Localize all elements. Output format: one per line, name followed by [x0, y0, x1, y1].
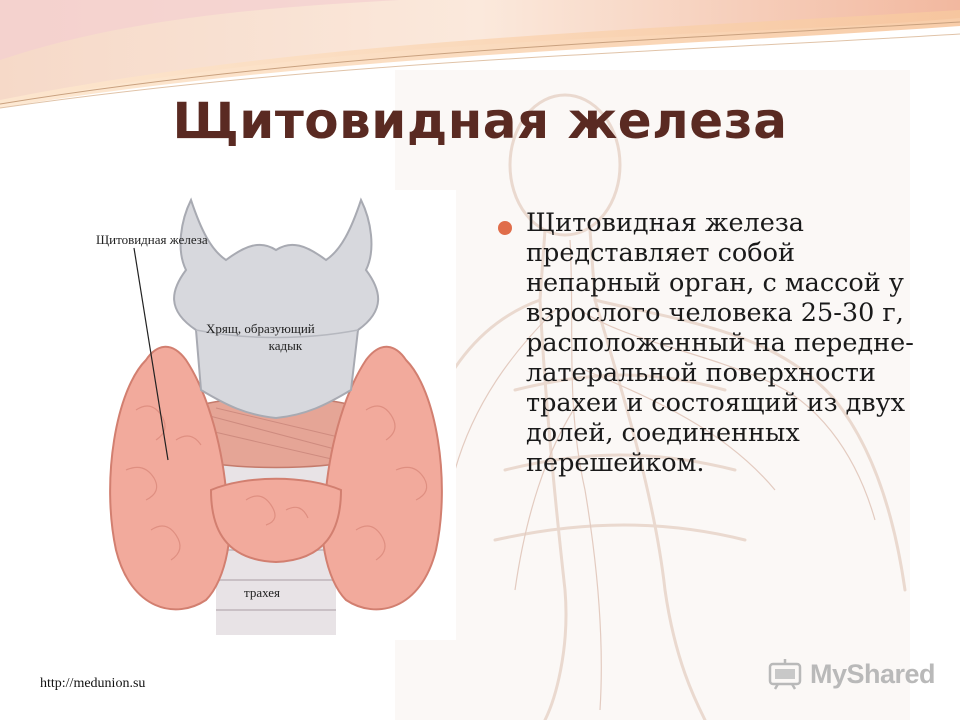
source-url: http://medunion.su	[40, 676, 146, 691]
label-thyroid-gland: Щитовидная железа	[96, 232, 208, 247]
bullet-text: Щитовидная железа представляет собой непарный орган, с массой у взрослого человека 25-30 г, расположенный на передне-латеральной поверхности трахеи и состоящий из двух долей, соединенных перешейком.	[526, 208, 914, 478]
label-trachea: трахея	[244, 585, 281, 600]
bullet-item	[498, 208, 918, 478]
watermark-text: MyShared	[810, 658, 936, 689]
slide-title: Щитовидная железа	[172, 92, 788, 150]
label-cartilage-line2: кадык	[268, 338, 303, 353]
bullet-dot-icon	[498, 221, 512, 235]
label-thyroid-cartilage	[206, 320, 315, 354]
thyroid-illustration	[96, 190, 456, 640]
projector-icon	[768, 658, 802, 690]
label-cartilage-line1: Хрящ, образующий	[206, 321, 315, 336]
myshared-watermark	[768, 656, 935, 692]
